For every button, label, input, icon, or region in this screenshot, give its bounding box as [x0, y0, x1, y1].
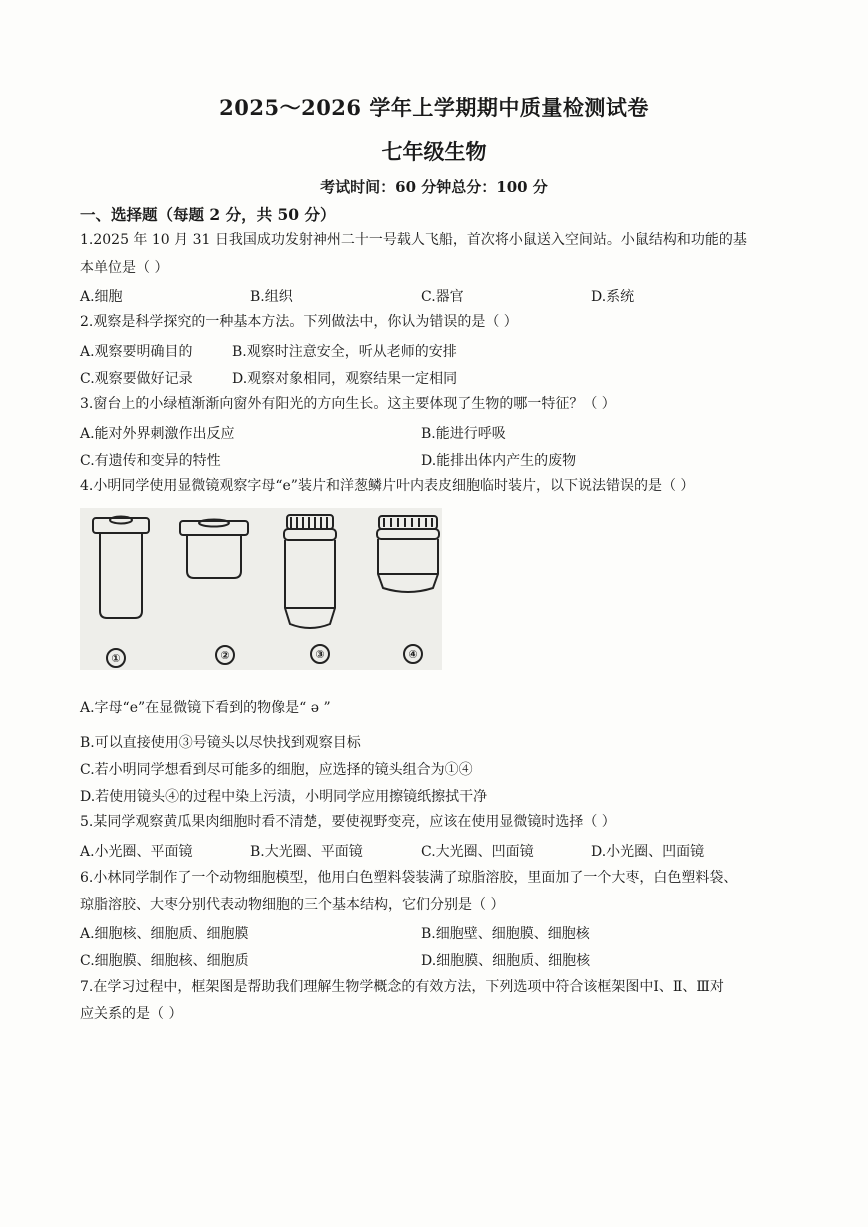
section-heading: 一、选择题（每题 2 分，共 50 分） — [80, 205, 336, 224]
lens-4-objective-short — [377, 516, 439, 592]
q2-option-a: A.观察要明确目的 — [80, 344, 193, 360]
q1-option-b: B.组织 — [250, 289, 293, 305]
q5-option-b: B.大光圈、平面镜 — [250, 844, 363, 860]
q4-option-b: B.可以直接使用③号镜头以尽快找到观察目标 — [80, 735, 361, 751]
lens-2-eyepiece-short — [180, 520, 248, 579]
q4-option-a: A.字母“e”在显微镜下看到的物像是“ ə ” — [80, 700, 331, 716]
lens-label-3: ③ — [315, 648, 325, 661]
lens-label-2: ② — [220, 649, 230, 662]
q2-stem: 2.观察是科学探究的一种基本方法。下列做法中，你认为错误的是（ ） — [80, 314, 518, 330]
q6-option-a: A.细胞核、细胞质、细胞膜 — [80, 926, 249, 942]
lens-3-objective-long — [284, 515, 336, 628]
exam-title: 2025～2026 学年上学期期中质量检测试卷 — [219, 95, 649, 120]
q1-stem-line2: 本单位是（ ） — [80, 260, 169, 276]
q2-option-b: B.观察时注意安全，听从老师的安排 — [232, 344, 457, 360]
q3-stem: 3.窗台上的小绿植渐渐向窗外有阳光的方向生长。这主要体现了生物的哪一特征？（ ） — [80, 396, 616, 412]
q7-stem-line2: 应关系的是（ ） — [80, 1006, 183, 1022]
q6-option-c: C.细胞膜、细胞核、细胞质 — [80, 953, 249, 969]
q3-option-a: A.能对外界刺激作出反应 — [80, 426, 235, 442]
lens-label-4: ④ — [408, 648, 418, 661]
exam-info: 考试时间：60 分钟总分：100 分 — [320, 178, 548, 196]
q1-stem-line1: 1.2025 年 10 月 31 日我国成功发射神州二十一号载人飞船，首次将小鼠送入空间站。小鼠结构和功能的基 — [80, 232, 747, 248]
q4-stem: 4.小明同学使用显微镜观察字母“e”装片和洋葱鳞片叶内表皮细胞临时装片，以下说法错误的是（ ） — [80, 478, 695, 494]
lens-drawing — [80, 508, 442, 670]
q7-stem-line1: 7.在学习过程中，框架图是帮助我们理解生物学概念的有效方法，下列选项中符合该框架图中Ⅰ、Ⅱ、Ⅲ对 — [80, 979, 724, 995]
q2-option-d: D.观察对象相同，观察结果一定相同 — [232, 371, 458, 387]
q6-option-d: D.细胞膜、细胞质、细胞核 — [421, 953, 591, 969]
q1-option-d: D.系统 — [591, 289, 635, 305]
q4-option-c: C.若小明同学想看到尽可能多的细胞，应选择的镜头组合为①④ — [80, 762, 473, 778]
microscope-lens-figure — [80, 508, 442, 670]
lens-label-1: ① — [111, 652, 121, 665]
q1-option-a: A.细胞 — [80, 289, 123, 305]
lens-1-eyepiece-long — [93, 517, 149, 619]
q5-option-a: A.小光圈、平面镜 — [80, 844, 193, 860]
q6-stem-line2: 琼脂溶胶、大枣分别代表动物细胞的三个基本结构，它们分别是（ ） — [80, 897, 505, 913]
q3-option-b: B.能进行呼吸 — [421, 426, 506, 442]
q3-option-d: D.能排出体内产生的废物 — [421, 453, 577, 469]
q6-option-b: B.细胞壁、细胞膜、细胞核 — [421, 926, 590, 942]
q1-option-c: C.器官 — [421, 289, 464, 305]
q5-option-d: D.小光圈、凹面镜 — [591, 844, 705, 860]
q4-option-d: D.若使用镜头④的过程中染上污渍，小明同学应用擦镜纸擦拭干净 — [80, 789, 488, 805]
q5-stem: 5.某同学观察黄瓜果肉细胞时看不清楚，要使视野变亮，应该在使用显微镜时选择（ ） — [80, 814, 616, 830]
q5-option-c: C.大光圈、凹面镜 — [421, 844, 534, 860]
q3-option-c: C.有遗传和变异的特性 — [80, 453, 221, 469]
exam-subject: 七年级生物 — [381, 139, 487, 164]
q6-stem-line1: 6.小林同学制作了一个动物细胞模型，他用白色塑料袋装满了琼脂溶胶，里面加了一个大枣，白色塑料袋、 — [80, 870, 738, 886]
q2-option-c: C.观察要做好记录 — [80, 371, 193, 387]
